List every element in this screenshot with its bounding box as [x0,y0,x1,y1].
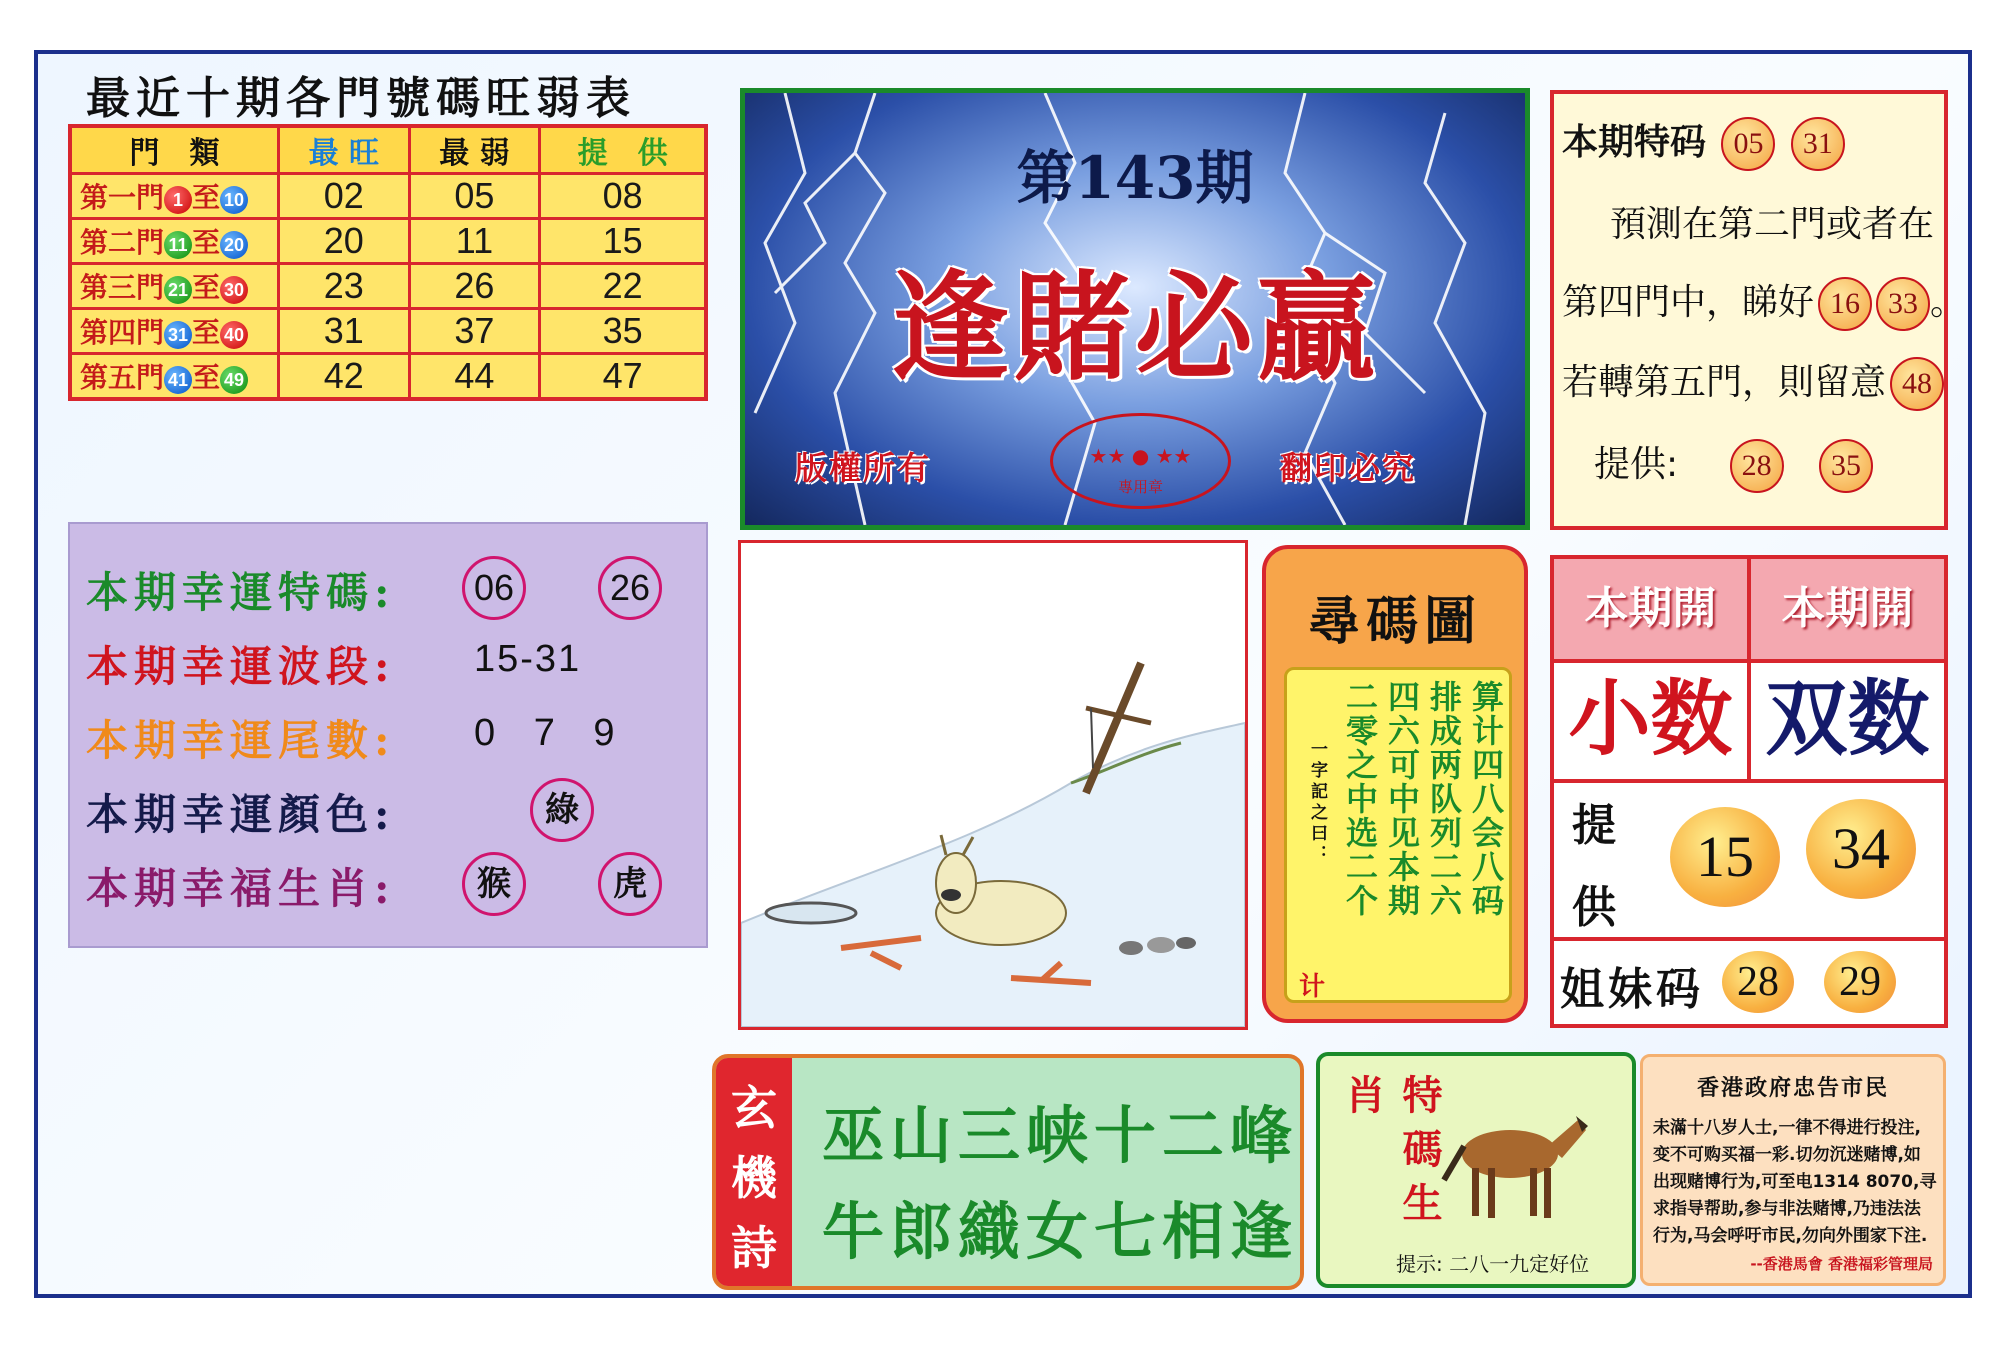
range-end-ball: 10 [220,186,248,214]
scroll-hint: 一字記之曰： [1307,740,1327,866]
poem-side-label [716,1058,792,1286]
poem-line-1: 巫山三峡十二峰 [822,1099,1299,1172]
special-row [1562,114,1845,171]
header-least: 最 弱 [409,126,540,174]
number-ball: 28 [1730,439,1784,493]
range-end-ball: 40 [220,321,248,349]
result-small: 小数 [1568,671,1733,767]
goat-illustration [738,540,1248,1030]
scroll-paper [1284,667,1512,1003]
table-row [70,174,706,219]
provide-ball: 34 [1806,799,1916,899]
range-start-ball: 1 [164,186,192,214]
door-cell [70,174,279,219]
horse-icon [1430,1096,1590,1226]
provide-ball: 15 [1670,807,1780,907]
door-cell [70,309,279,354]
poem-side-char: 玄 [731,1081,777,1135]
door-name: 第四門 [80,317,165,348]
result-head-left: 本期開 [1554,559,1747,659]
lucky-special-ball: 26 [598,556,662,620]
table-title: 最近十期各門號碼旺弱表 [86,73,636,124]
most-cell: 23 [279,264,410,309]
poem-line-2: 牛郎織女七相逢 [822,1195,1299,1268]
prediction-line-4 [1594,436,1873,493]
poem-side-char: 詩 [731,1221,777,1275]
door-name: 第五門 [80,362,165,393]
most-cell: 31 [279,309,410,354]
door-strength-table [68,124,708,401]
divider [1554,937,1944,941]
table-header-row [70,126,706,174]
lucky-box [68,522,708,948]
code-scroll-box [1262,545,1528,1023]
provide-cell: 22 [540,264,706,309]
divider [1747,559,1751,779]
stamp-text: 專用章 [1117,478,1163,496]
special-zodiac-box [1316,1052,1636,1288]
scroll-column: 算计四八会八码 [1467,680,1505,918]
prediction-line-2 [1562,274,1966,331]
sister-ball: 29 [1824,951,1896,1013]
notice-body: 未滿十八岁人士,一律不得进行投注,变不可购买福一彩.切勿沉迷赌博,如出现赌博行为,可至电1314 8070,寻求指导帮助,参与非法赌博,乃违法法行为,马会呼吁市民,勿向外围家下注. [1653,1118,1937,1246]
provide-cell: 35 [540,309,706,354]
least-cell: 44 [409,354,540,400]
header-most: 最 旺 [279,126,410,174]
lucky-color-label: 本期幸運顏色: [86,790,396,839]
range-end-ball: 30 [220,276,248,304]
rights-left: 版權所有 [795,449,932,487]
least-cell: 11 [409,219,540,264]
door-name: 第二門 [80,227,165,258]
notice-signature: --香港馬會 香港福彩管理局 [1750,1255,1933,1273]
lucky-tail-value: 0 7 9 [474,712,629,754]
table-row [70,219,706,264]
range-start-ball: 11 [164,231,192,259]
number-ball: 05 [1721,117,1775,171]
range-word: 至 [192,272,221,303]
range-end-ball: 49 [220,366,248,394]
special-label: 本期特码 [1562,122,1707,163]
result-head-right: 本期開 [1751,559,1944,659]
least-cell: 05 [409,174,540,219]
range-word: 至 [192,362,221,393]
lucky-zodiac-label: 本期幸福生肖: [86,864,396,913]
table-row [70,264,706,309]
mystic-poem-box [712,1054,1304,1290]
door-cell [70,264,279,309]
door-cell [70,219,279,264]
provide-cell: 08 [540,174,706,219]
range-end-ball: 20 [220,231,248,259]
door-name: 第一門 [80,182,165,213]
number-ball: 48 [1890,357,1944,411]
line2-text: 第四門中，睇好 [1562,282,1815,323]
lucky-zodiac-ball: 猴 [462,852,526,916]
header-provide: 提 供 [540,126,706,174]
line4-text: 提供: [1594,444,1679,485]
zodiac-title: 特碼生肖 [1339,1074,1443,1236]
most-cell: 02 [279,174,410,219]
lucky-special-label: 本期幸運特碼: [86,568,396,617]
provide-label-1: 提 [1572,800,1616,851]
scroll-column: 二零之中选二个 [1341,680,1379,918]
notice-title: 香港政府忠告市民 [1696,1076,1889,1101]
result-even: 双数 [1765,671,1930,767]
poem-side-char: 機 [731,1151,777,1205]
lucky-color-ball: 綠 [530,778,594,842]
least-cell: 26 [409,264,540,309]
prediction-line-1: 預測在第二門或者在 [1610,204,1935,245]
door-name: 第三門 [80,272,165,303]
lucky-special-ball: 06 [462,556,526,620]
number-ball: 31 [1791,117,1845,171]
divider [1554,779,1944,783]
number-ball: 35 [1819,439,1873,493]
provide-label-2: 供 [1572,882,1616,933]
issue-banner [740,88,1530,530]
stamp-stars-icon: ★★ ● ★★ [1089,444,1192,468]
most-cell: 42 [279,354,410,400]
lucky-wave-value: 15-31 [474,638,582,680]
lucky-zodiac-ball: 虎 [598,852,662,916]
rights-right: 翻印必究 [1280,449,1417,487]
lucky-tail-label: 本期幸運尾數: [86,716,396,765]
line3-text: 若轉第五門，則留意 [1562,362,1887,403]
seal-stamp [1050,413,1231,509]
scroll-answer: 计 [1299,972,1326,1002]
scroll-title: 尋碼圖 [1307,591,1482,652]
range-start-ball: 41 [164,366,192,394]
range-word: 至 [192,182,221,213]
slogan: 逢賭必贏 [890,258,1379,397]
government-notice [1640,1054,1946,1286]
range-start-ball: 31 [164,321,192,349]
header-door: 門 類 [70,126,279,174]
least-cell: 37 [409,309,540,354]
provide-cell: 47 [540,354,706,400]
range-start-ball: 21 [164,276,192,304]
scroll-column: 排成两队列二六 [1425,680,1463,918]
zodiac-hint: 提示: 二八一九定好位 [1396,1252,1590,1276]
number-ball: 16 [1818,277,1872,331]
table-row [70,354,706,400]
divider [1554,659,1944,663]
prediction-box [1550,90,1967,530]
goat-drawing [741,543,1245,1027]
provide-cell: 15 [540,219,706,264]
door-cell [70,354,279,400]
most-cell: 20 [279,219,410,264]
prediction-line-3 [1562,354,1944,411]
scroll-column: 四六可中见本期 [1383,680,1421,918]
line2-suffix: 。 [1930,282,1967,323]
sister-ball: 28 [1722,951,1794,1013]
range-word: 至 [192,227,221,258]
issue-number: 第143期 [1016,144,1254,212]
number-ball: 33 [1876,277,1930,331]
result-stats-box [1550,555,1948,1028]
table-row [70,309,706,354]
range-word: 至 [192,317,221,348]
lucky-wave-label: 本期幸運波段: [86,642,396,691]
sister-label: 姐妹码 [1560,964,1704,1015]
